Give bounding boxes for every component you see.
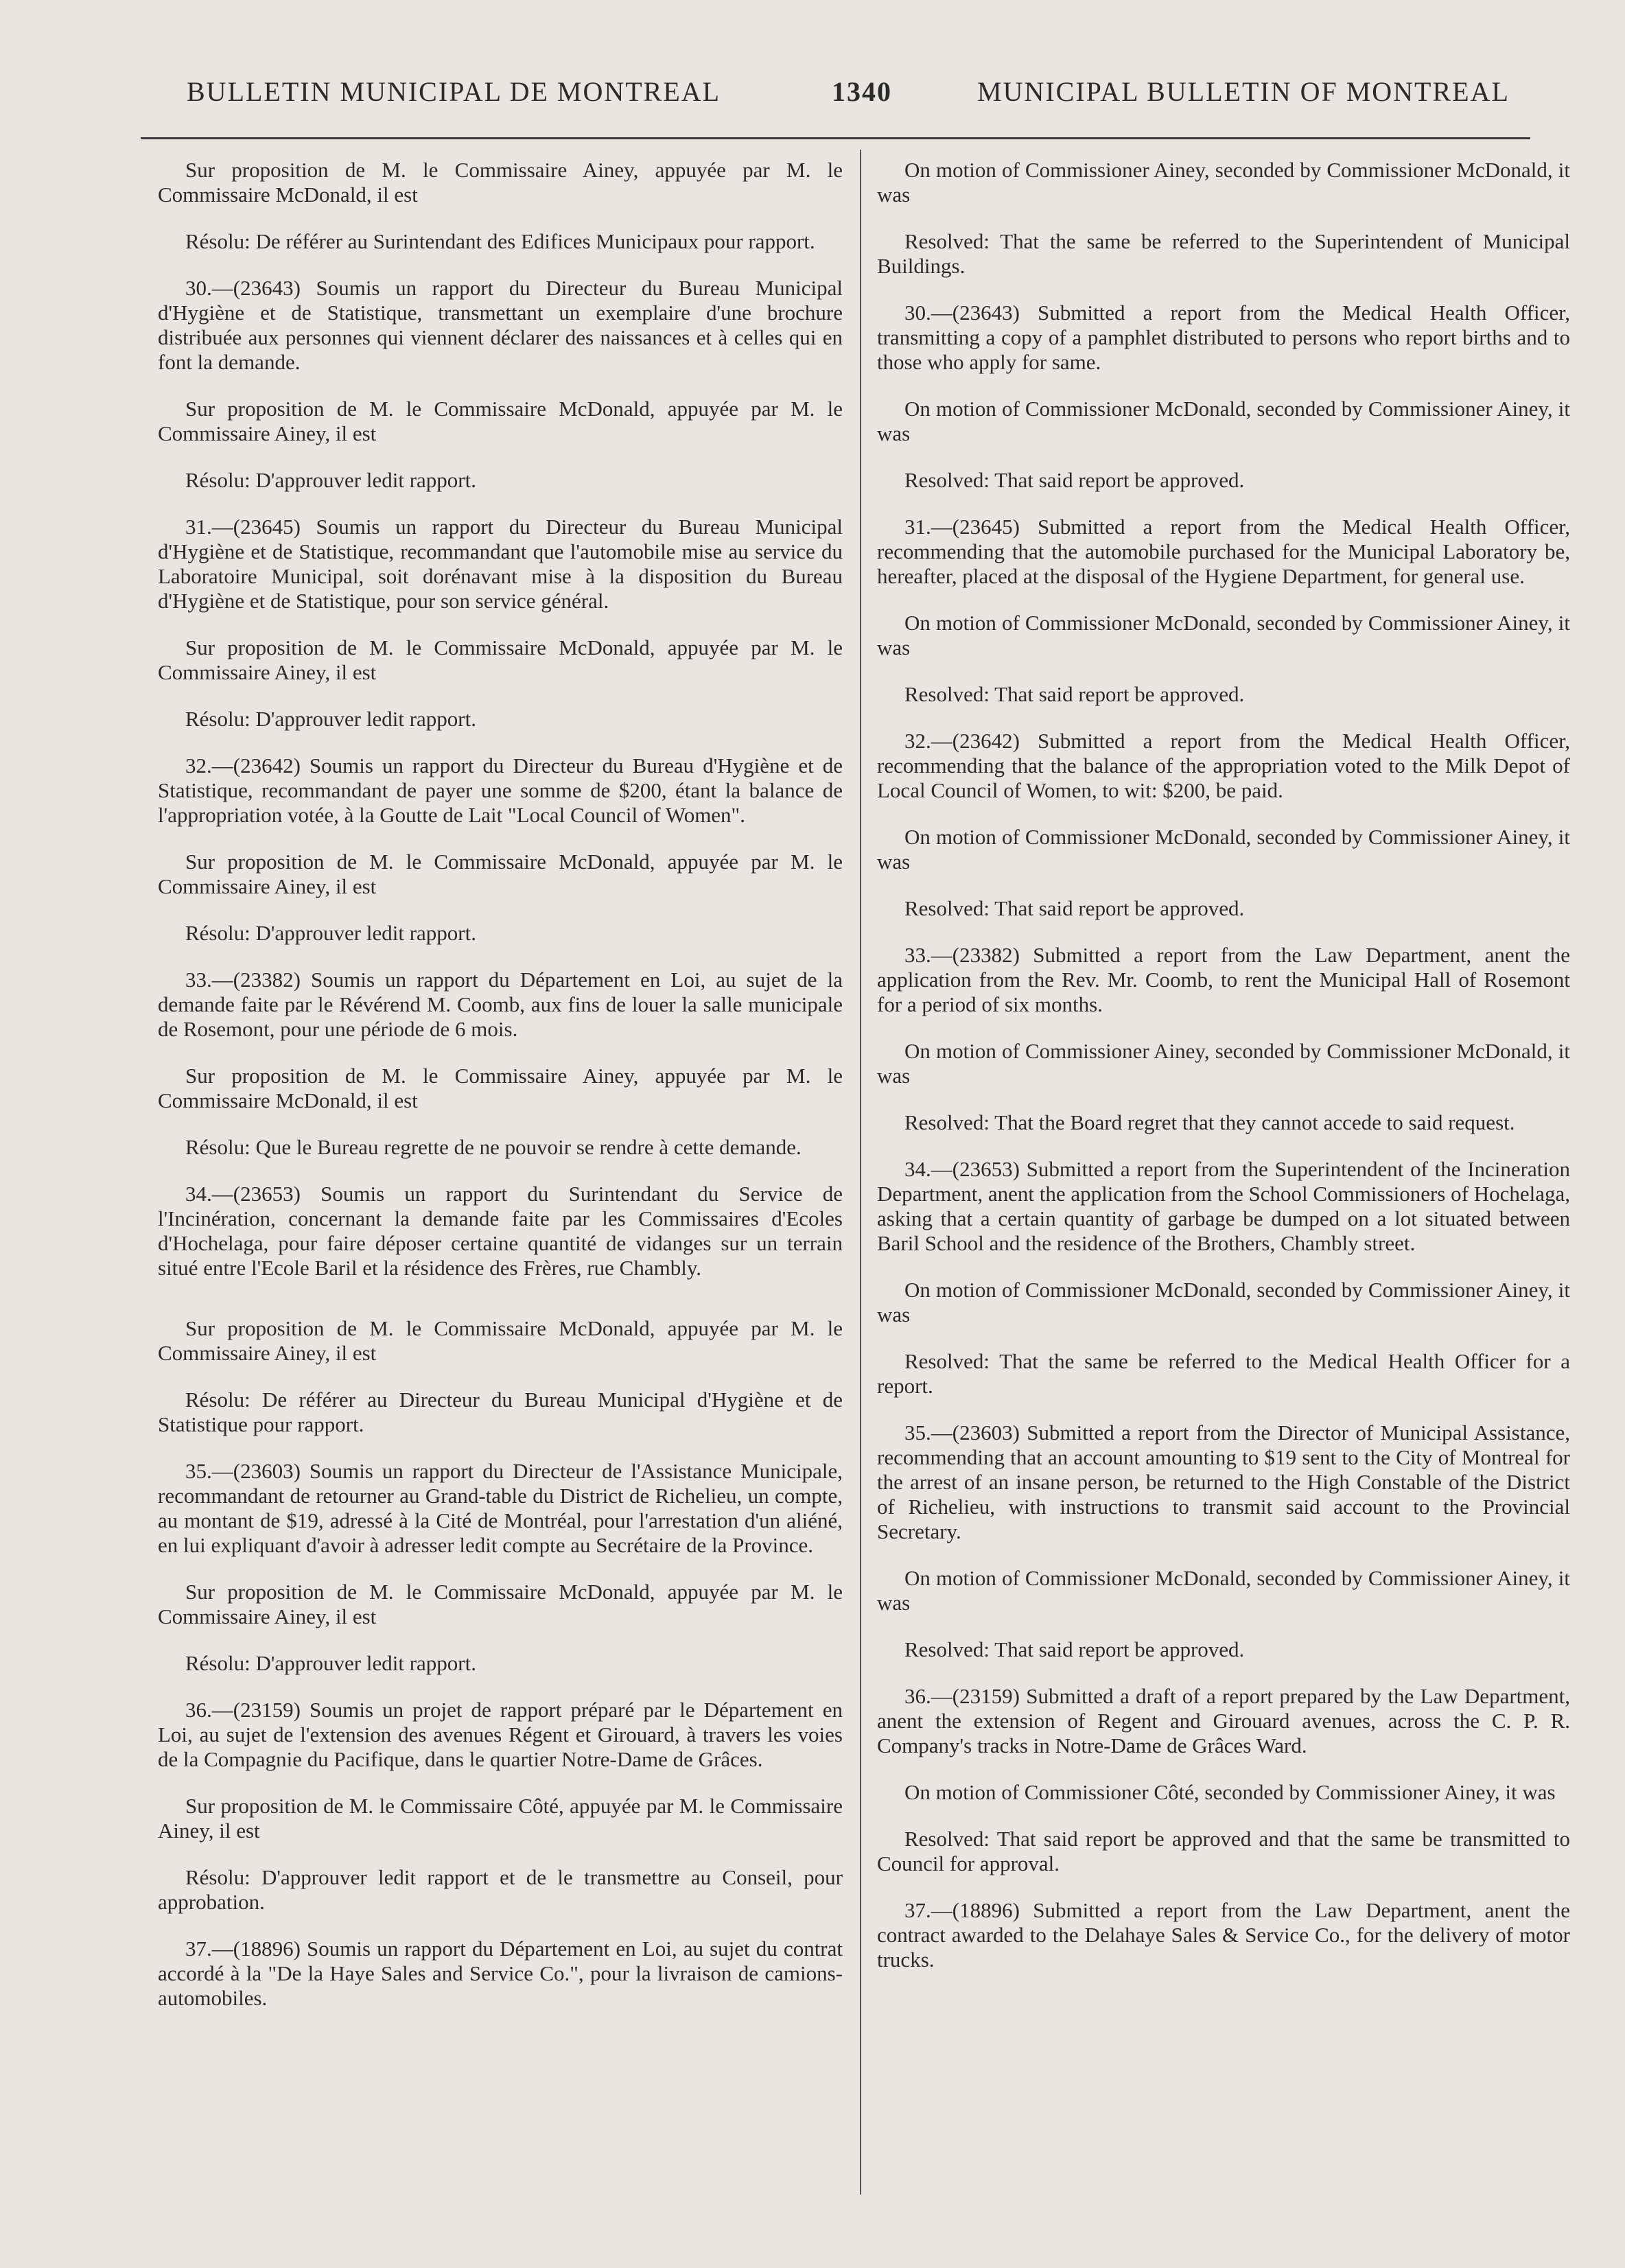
paragraph: Résolu: D'approuver ledit rapport et de le transmettre au Conseil, pour approbation.	[158, 1865, 843, 1914]
french-column	[158, 158, 843, 2217]
paragraph: Sur proposition de M. le Commissaire McDonald, appuyée par M. le Commissaire Ainey, il est	[158, 635, 843, 684]
paragraph: On motion of Commissioner McDonald, seconded by Commissioner Ainey, it was	[877, 611, 1570, 659]
paragraph: 31.—(23645) Submitted a report from the Medical Health Officer, recommending that the automobile purchased for the Municipal Laboratory be, hereafter, placed at the disposal of the Hygiene Department, for general use.	[877, 515, 1570, 588]
paragraph: 33.—(23382) Soumis un rapport du Département en Loi, au sujet de la demande faite par le Révérend M. Coomb, aux fins de louer la salle municipale de Rosemont, pour une période de 6 mois.	[158, 968, 843, 1041]
column-divider	[860, 150, 861, 2195]
header-title-french: BULLETIN MUNICIPAL DE MONTREAL	[187, 76, 721, 107]
paragraph: On motion of Commissioner McDonald, seconded by Commissioner Ainey, it was	[877, 1278, 1570, 1326]
paragraph: 31.—(23645) Soumis un rapport du Directeur du Bureau Municipal d'Hygiène et de Statistique, recommandant que l'automobile mise au service du Laboratoire Municipal, soit dorénavant mise à la disposition du Bureau d'Hygiène et de Statistique, pour son service général.	[158, 515, 843, 613]
paragraph: Sur proposition de M. le Commissaire Côté, appuyée par M. le Commissaire Ainey, il est	[158, 1794, 843, 1843]
paragraph: 37.—(18896) Soumis un rapport du Département en Loi, au sujet du contrat accordé à la "De la Haye Sales and Service Co.", pour la livraison de camions-automobiles.	[158, 1937, 843, 2010]
paragraph: 36.—(23159) Submitted a draft of a report prepared by the Law Department, anent the extension of Regent and Girouard avenues, across the C. P. R. Company's tracks in Notre-Dame de Grâces Ward.	[877, 1684, 1570, 1757]
paragraph: Résolu: De référer au Surintendant des Edifices Municipaux pour rapport.	[185, 229, 815, 253]
paragraph: On motion of Commissioner McDonald, seconded by Commissioner Ainey, it was	[877, 1566, 1570, 1615]
page-number: 1340	[832, 76, 892, 107]
paragraph: Résolu: D'approuver ledit rapport.	[185, 468, 476, 492]
paragraph: Resolved: That said report be approved.	[904, 1637, 1245, 1661]
paragraph: Sur proposition de M. le Commissaire Ainey, appuyée par M. le Commissaire McDonald, il est	[158, 1064, 843, 1112]
paragraph: 30.—(23643) Submitted a report from the Medical Health Officer, transmitting a copy of a pamphlet distributed to persons who report births and to those who apply for same.	[877, 301, 1570, 374]
paragraph: Résolu: Que le Bureau regrette de ne pouvoir se rendre à cette demande.	[185, 1135, 802, 1159]
paragraph: Résolu: D'approuver ledit rapport.	[185, 1651, 476, 1675]
paragraph: Résolu: D'approuver ledit rapport.	[185, 921, 476, 945]
paragraph: Resolved: That said report be approved.	[904, 896, 1245, 920]
paragraph: Sur proposition de M. le Commissaire McDonald, appuyée par M. le Commissaire Ainey, il est	[158, 397, 843, 445]
paragraph: Sur proposition de M. le Commissaire McDonald, appuyée par M. le Commissaire Ainey, il est	[158, 1580, 843, 1628]
paragraph: 35.—(23603) Soumis un rapport du Directeur de l'Assistance Municipale, recommandant de retourner au Grand-table du District de Richelieu, un compte, au montant de $19, adressé à la Cité de Montréal, pour l'arrestation d'un aliéné, en lui expliquant d'avoir à adresser ledit compte au Secrétaire de la Province.	[158, 1459, 843, 1557]
header-rule	[141, 137, 1530, 139]
paragraph: 33.—(23382) Submitted a report from the Law Department, anent the application from the Rev. Mr. Coomb, to rent the Municipal Hall of Rosemont for a period of six months.	[877, 943, 1570, 1016]
header-title-english: MUNICIPAL BULLETIN OF MONTREAL	[977, 76, 1510, 107]
paragraph: Résolu: D'approuver ledit rapport.	[185, 707, 476, 731]
paragraph: 35.—(23603) Submitted a report from the Director of Municipal Assistance, recommending that an account amounting to $19 sent to the City of Montreal for the arrest of an insane person, be returned to the High Constable of the District of Richelieu, with instructions to transmit said account to the Provincial Secretary.	[877, 1421, 1570, 1543]
paragraph: On motion of Commissioner Ainey, seconded by Commissioner McDonald, it was	[877, 158, 1570, 207]
paragraph: 34.—(23653) Soumis un rapport du Surintendant du Service de l'Incinération, concernant la demande faite par les Commissaires d'Ecoles d'Hochelaga, pour faire déposer certaine quantité de vidanges sur un terrain situé entre l'Ecole Baril et la résidence des Frères, rue Chambly.	[158, 1182, 843, 1280]
paragraph: On motion of Commissioner McDonald, seconded by Commissioner Ainey, it was	[877, 397, 1570, 445]
paragraph: 32.—(23642) Submitted a report from the Medical Health Officer, recommending that the balance of the appropriation voted to the Milk Depot of Local Council of Women, to wit: $200, be paid.	[877, 729, 1570, 802]
paragraph: On motion of Commissioner McDonald, seconded by Commissioner Ainey, it was	[877, 825, 1570, 874]
paragraph: 36.—(23159) Soumis un projet de rapport préparé par le Département en Loi, au sujet de l'extension des avenues Régent et Girouard, à travers les voies de la Compagnie du Pacifique, dans le quartier Notre-Dame de Grâces.	[158, 1698, 843, 1771]
paragraph: Sur proposition de M. le Commissaire McDonald, appuyée par M. le Commissaire Ainey, il est	[158, 850, 843, 898]
paragraph: Resolved: That said report be approved.	[904, 468, 1245, 492]
paragraph: 32.—(23642) Soumis un rapport du Directeur du Bureau d'Hygiène et de Statistique, recommandant de payer une somme de $200, étant la balance de l'appropriation votée, à la Goutte de Lait "Local Council of Women".	[158, 753, 843, 827]
paragraph: Sur proposition de M. le Commissaire Ainey, appuyée par M. le Commissaire McDonald, il est	[158, 158, 843, 207]
paragraph: 37.—(18896) Submitted a report from the Law Department, anent the contract awarded to the Delahaye Sales & Service Co., for the delivery of motor trucks.	[877, 1898, 1570, 1972]
paragraph: On motion of Commissioner Côté, seconded by Commissioner Ainey, it was	[904, 1780, 1556, 1804]
paragraph: Résolu: De référer au Directeur du Bureau Municipal d'Hygiène et de Statistique pour rapport.	[158, 1388, 843, 1436]
paragraph: Resolved: That the same be referred to the Medical Health Officer for a report.	[877, 1349, 1570, 1398]
paragraph: Sur proposition de M. le Commissaire McDonald, appuyée par M. le Commissaire Ainey, il est	[158, 1316, 843, 1365]
paragraph: Resolved: That the same be referred to the Superintendent of Municipal Buildings.	[877, 229, 1570, 278]
page-header	[0, 75, 1625, 117]
paragraph: Resolved: That the Board regret that they cannot accede to said request.	[904, 1110, 1515, 1134]
paragraph: 30.—(23643) Soumis un rapport du Directeur du Bureau Municipal d'Hygiène et de Statistique, transmettant un exemplaire d'une brochure distribuée aux personnes qui viennent déclarer des naissances et à celles qui en font la demande.	[158, 276, 843, 374]
paragraph: Resolved: That said report be approved.	[904, 682, 1245, 706]
paragraph: Resolved: That said report be approved and that the same be transmitted to Council for approval.	[877, 1827, 1570, 1875]
paragraph: 34.—(23653) Submitted a report from the Superintendent of the Incineration Department, anent the application from the School Commissioners of Hochelaga, asking that a certain quantity of garbage be dumped on a lot situated between Baril School and the residence of the Brothers, Chambly street.	[877, 1157, 1570, 1255]
english-column	[877, 158, 1570, 2217]
paragraph: On motion of Commissioner Ainey, seconded by Commissioner McDonald, it was	[877, 1039, 1570, 1088]
